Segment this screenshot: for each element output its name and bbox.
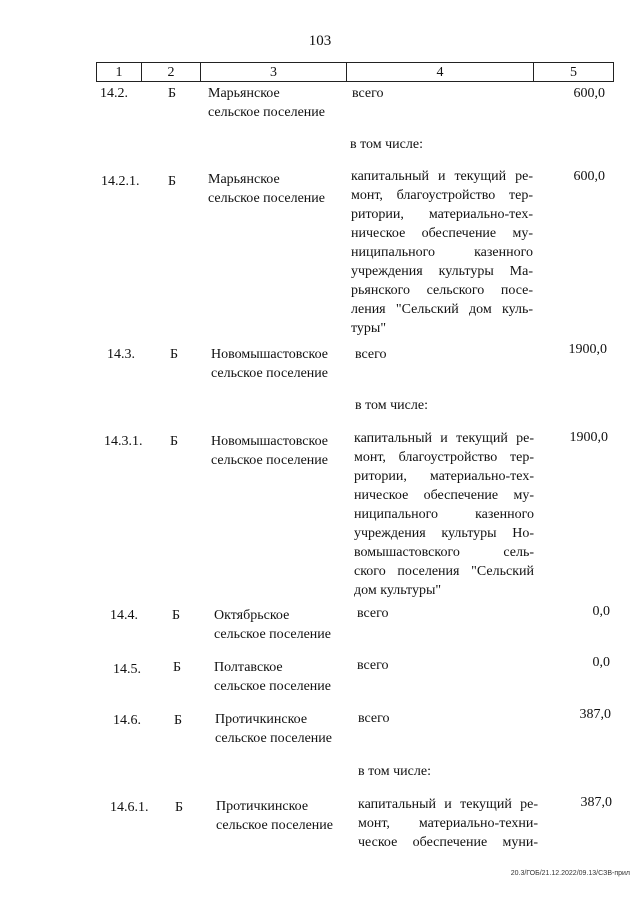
- row-name: Марьянское сельское поселение: [208, 86, 325, 120]
- row-name: Полтавское сельское поселение: [214, 660, 331, 694]
- subtotal-label: в том числе:: [350, 137, 423, 152]
- row-code: 14.6.1.: [110, 800, 149, 815]
- subtotal-label: в том числе:: [358, 764, 431, 779]
- table-header: [96, 62, 614, 82]
- row-desc: всего: [352, 86, 384, 101]
- row-name: Марьянское сельское поселение: [208, 172, 325, 206]
- row-code: 14.2.: [100, 86, 128, 101]
- footer-stamp: 20.3/ГОБ/21.12.2022/09.13/СЗВ-прил: [510, 870, 630, 877]
- row-amount: 600,0: [573, 169, 605, 184]
- row-type: Б: [168, 174, 177, 189]
- row-desc: всего: [355, 347, 387, 362]
- row-desc: капитальный и текущий ре- монт, материально-техни- ческое обеспечение муни-: [358, 797, 538, 850]
- row-type: Б: [170, 434, 179, 449]
- row-desc: капитальный и текущий ре- монт, благоустройство тер- ритории, материально-тех- ническое обеспечение му- ниципального казенного учреждения культуры Но- вомышастовского сель- ского поселения "Сельский дом культуры": [354, 431, 534, 598]
- row-code: 14.6.: [113, 713, 141, 728]
- row-code: 14.3.: [107, 347, 135, 362]
- row-name: Протичкинское сельское поселение: [215, 712, 332, 746]
- row-amount: 1900,0: [569, 430, 608, 445]
- row-desc: всего: [357, 658, 389, 673]
- row-type: Б: [170, 347, 179, 362]
- row-amount: 1900,0: [568, 342, 607, 357]
- header-col-1: 1: [97, 63, 142, 81]
- row-name: Новомышастовское сельское поселение: [211, 347, 328, 381]
- row-amount: 387,0: [580, 795, 612, 810]
- row-type: Б: [175, 800, 184, 815]
- row-type: Б: [173, 660, 182, 675]
- row-desc: всего: [358, 711, 390, 726]
- page-number: 103: [308, 33, 332, 49]
- row-amount: 387,0: [579, 707, 611, 722]
- row-code: 14.3.1.: [104, 434, 143, 449]
- row-name: Октябрьское сельское поселение: [214, 608, 331, 642]
- header-col-5: 5: [570, 65, 577, 80]
- subtotal-label: в том числе:: [355, 398, 428, 413]
- header-col-3: 3: [201, 63, 347, 81]
- row-name: Протичкинское сельское поселение: [216, 799, 333, 833]
- row-desc: капитальный и текущий ре- монт, благоустройство тер- ритории, материально-тех- ническое обеспечение му- ниципального казенного учреждения культуры Ма- рьянского сельского посе- ления "Сельский дом куль- туры": [351, 169, 533, 336]
- header-col-4: 4: [347, 63, 534, 81]
- row-code: 14.2.1.: [101, 174, 140, 189]
- row-amount: 600,0: [573, 86, 605, 101]
- row-type: Б: [174, 713, 183, 728]
- row-amount: 0,0: [592, 655, 610, 670]
- row-name: Новомышастовское сельское поселение: [211, 434, 328, 468]
- row-amount: 0,0: [592, 604, 610, 619]
- row-type: Б: [168, 86, 177, 101]
- header-col-2: 2: [142, 63, 201, 81]
- row-code: 14.4.: [110, 608, 138, 623]
- row-code: 14.5.: [113, 662, 141, 677]
- row-type: Б: [172, 608, 181, 623]
- row-desc: всего: [357, 606, 389, 621]
